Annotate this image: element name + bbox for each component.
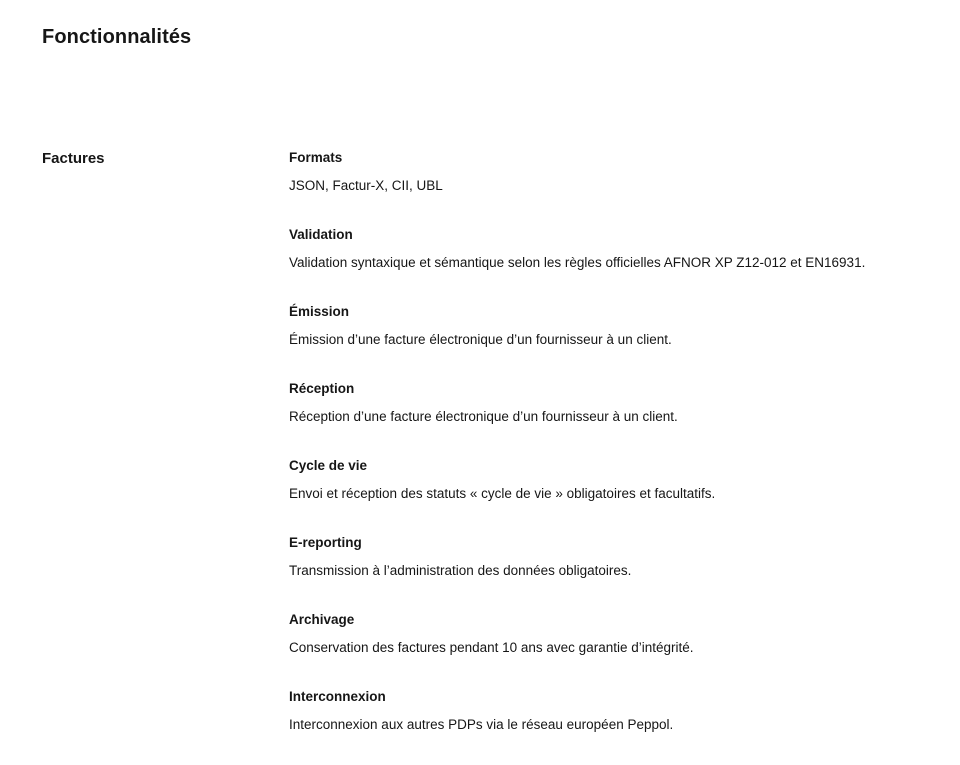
feature-title: E-reporting bbox=[289, 535, 362, 550]
feature-item-emission bbox=[289, 303, 865, 380]
feature-description: Interconnexion aux autres PDPs via le réseau européen Peppol. bbox=[289, 717, 674, 732]
feature-item-formats bbox=[289, 149, 865, 226]
feature-title: Archivage bbox=[289, 612, 355, 627]
feature-title: Validation bbox=[289, 227, 353, 242]
feature-title: Formats bbox=[289, 150, 343, 165]
feature-item-interconnexion bbox=[289, 688, 865, 765]
feature-item-e-reporting bbox=[289, 534, 865, 611]
feature-title: Émission bbox=[289, 304, 350, 319]
feature-title: Interconnexion bbox=[289, 689, 386, 704]
feature-item-cycle-de-vie bbox=[289, 457, 865, 534]
page-title: Fonctionnalités bbox=[42, 26, 192, 48]
feature-item-archivage bbox=[289, 611, 865, 688]
feature-description: Émission d’une facture électronique d’un fournisseur à un client. bbox=[289, 332, 672, 347]
feature-description: Envoi et réception des statuts « cycle de vie » obligatoires et facultatifs. bbox=[289, 486, 716, 501]
feature-description: Validation syntaxique et sémantique selon les règles officielles AFNOR XP Z12-012 et EN16931. bbox=[289, 255, 866, 270]
feature-item-reception bbox=[289, 380, 865, 457]
feature-item-validation bbox=[289, 226, 865, 303]
feature-list bbox=[289, 149, 865, 765]
feature-description: Conservation des factures pendant 10 ans avec garantie d’intégrité. bbox=[289, 640, 694, 655]
feature-title: Cycle de vie bbox=[289, 458, 368, 473]
feature-description: Réception d’une facture électronique d’un fournisseur à un client. bbox=[289, 409, 678, 424]
section-label-factures: Factures bbox=[42, 150, 105, 167]
feature-title: Réception bbox=[289, 381, 355, 396]
feature-description: JSON, Factur-X, CII, UBL bbox=[289, 178, 443, 193]
feature-description: Transmission à l’administration des données obligatoires. bbox=[289, 563, 632, 578]
